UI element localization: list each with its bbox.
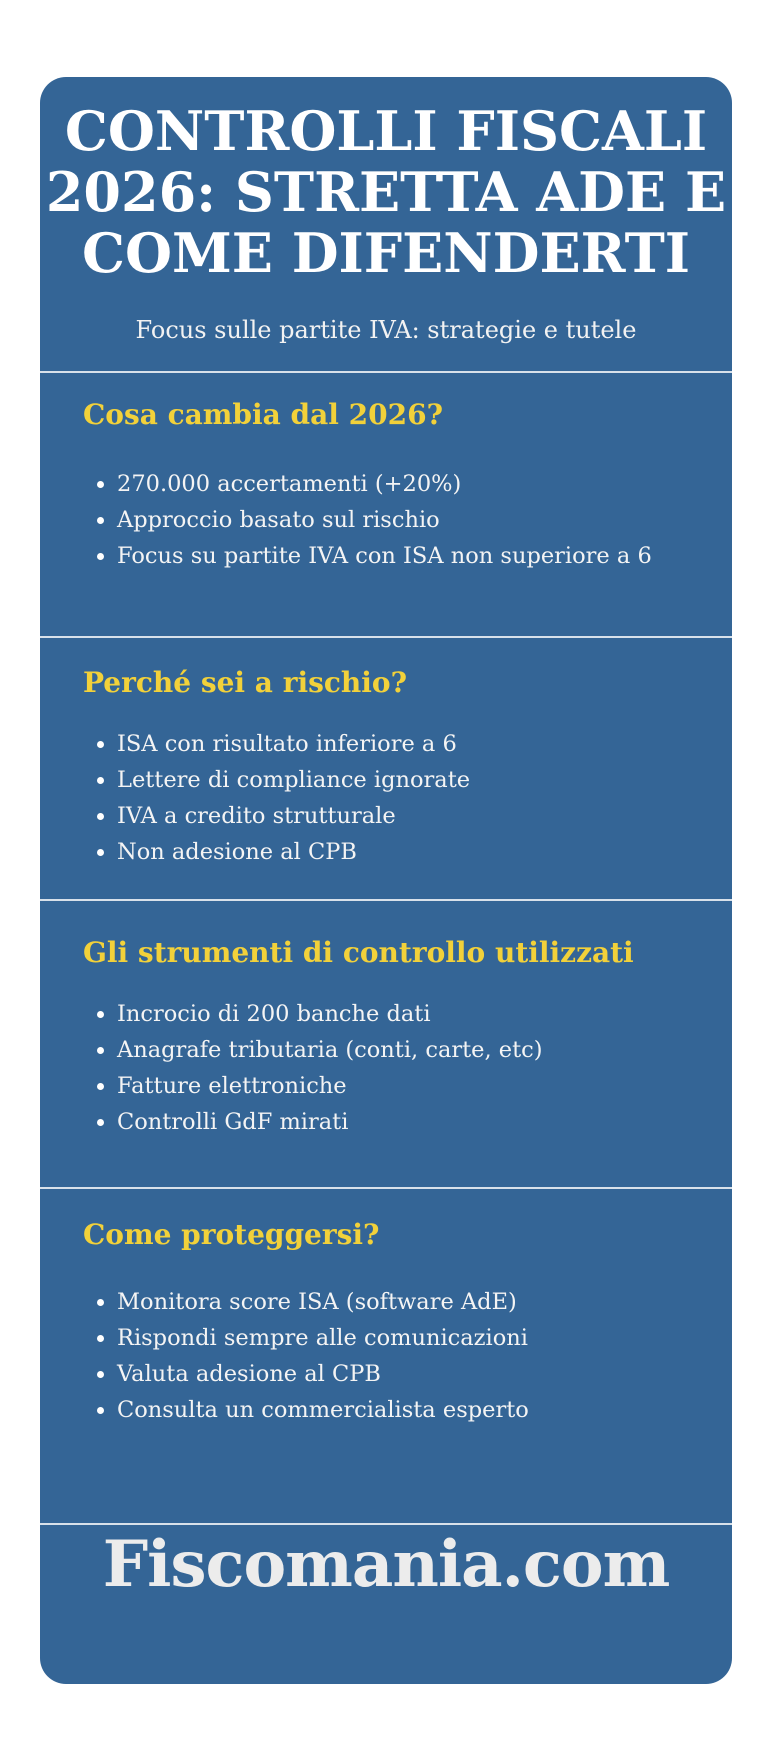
header bbox=[40, 77, 732, 371]
list-item: ISA con risultato inferiore a 6 bbox=[117, 726, 470, 762]
divider bbox=[40, 371, 732, 373]
title-line-2: 2026: STRETTA ADE E bbox=[45, 160, 727, 224]
page-title bbox=[40, 101, 732, 284]
list-item: Fatture elettroniche bbox=[117, 1068, 543, 1104]
section-list bbox=[117, 996, 543, 1140]
list-item: Non adesione al CPB bbox=[117, 834, 470, 870]
divider bbox=[40, 899, 732, 901]
infographic-card bbox=[40, 77, 732, 1684]
section-title: Cosa cambia dal 2026? bbox=[83, 398, 443, 431]
list-item: Anagrafe tributaria (conti, carte, etc) bbox=[117, 1032, 543, 1068]
section-list bbox=[117, 1284, 529, 1428]
list-item: Focus su partite IVA con ISA non superiore a 6 bbox=[117, 538, 652, 574]
list-item: Incrocio di 200 banche dati bbox=[117, 996, 543, 1032]
divider bbox=[40, 1187, 732, 1189]
section-list bbox=[117, 466, 652, 574]
list-item: Controlli GdF mirati bbox=[117, 1104, 543, 1140]
list-item: IVA a credito strutturale bbox=[117, 798, 470, 834]
list-item: Lettere di compliance ignorate bbox=[117, 762, 470, 798]
list-item: Consulta un commercialista esperto bbox=[117, 1392, 529, 1428]
brand-logo: Fiscomania.com bbox=[102, 1527, 670, 1602]
list-item: Monitora score ISA (software AdE) bbox=[117, 1284, 529, 1320]
title-line-3: COME DIFENDERTI bbox=[81, 221, 691, 285]
section-list bbox=[117, 726, 470, 870]
divider bbox=[40, 636, 732, 638]
section-title: Come proteggersi? bbox=[83, 1218, 380, 1251]
section-title: Gli strumenti di controllo utilizzati bbox=[83, 936, 634, 969]
title-line-1: CONTROLLI FISCALI bbox=[64, 99, 708, 163]
section-title: Perché sei a rischio? bbox=[83, 666, 407, 699]
list-item: Rispondi sempre alle comunicazioni bbox=[117, 1320, 529, 1356]
list-item: Valuta adesione al CPB bbox=[117, 1356, 529, 1392]
list-item: Approccio basato sul rischio bbox=[117, 502, 652, 538]
list-item: 270.000 accertamenti (+20%) bbox=[117, 466, 652, 502]
subtitle: Focus sulle partite IVA: strategie e tutele bbox=[135, 316, 637, 344]
